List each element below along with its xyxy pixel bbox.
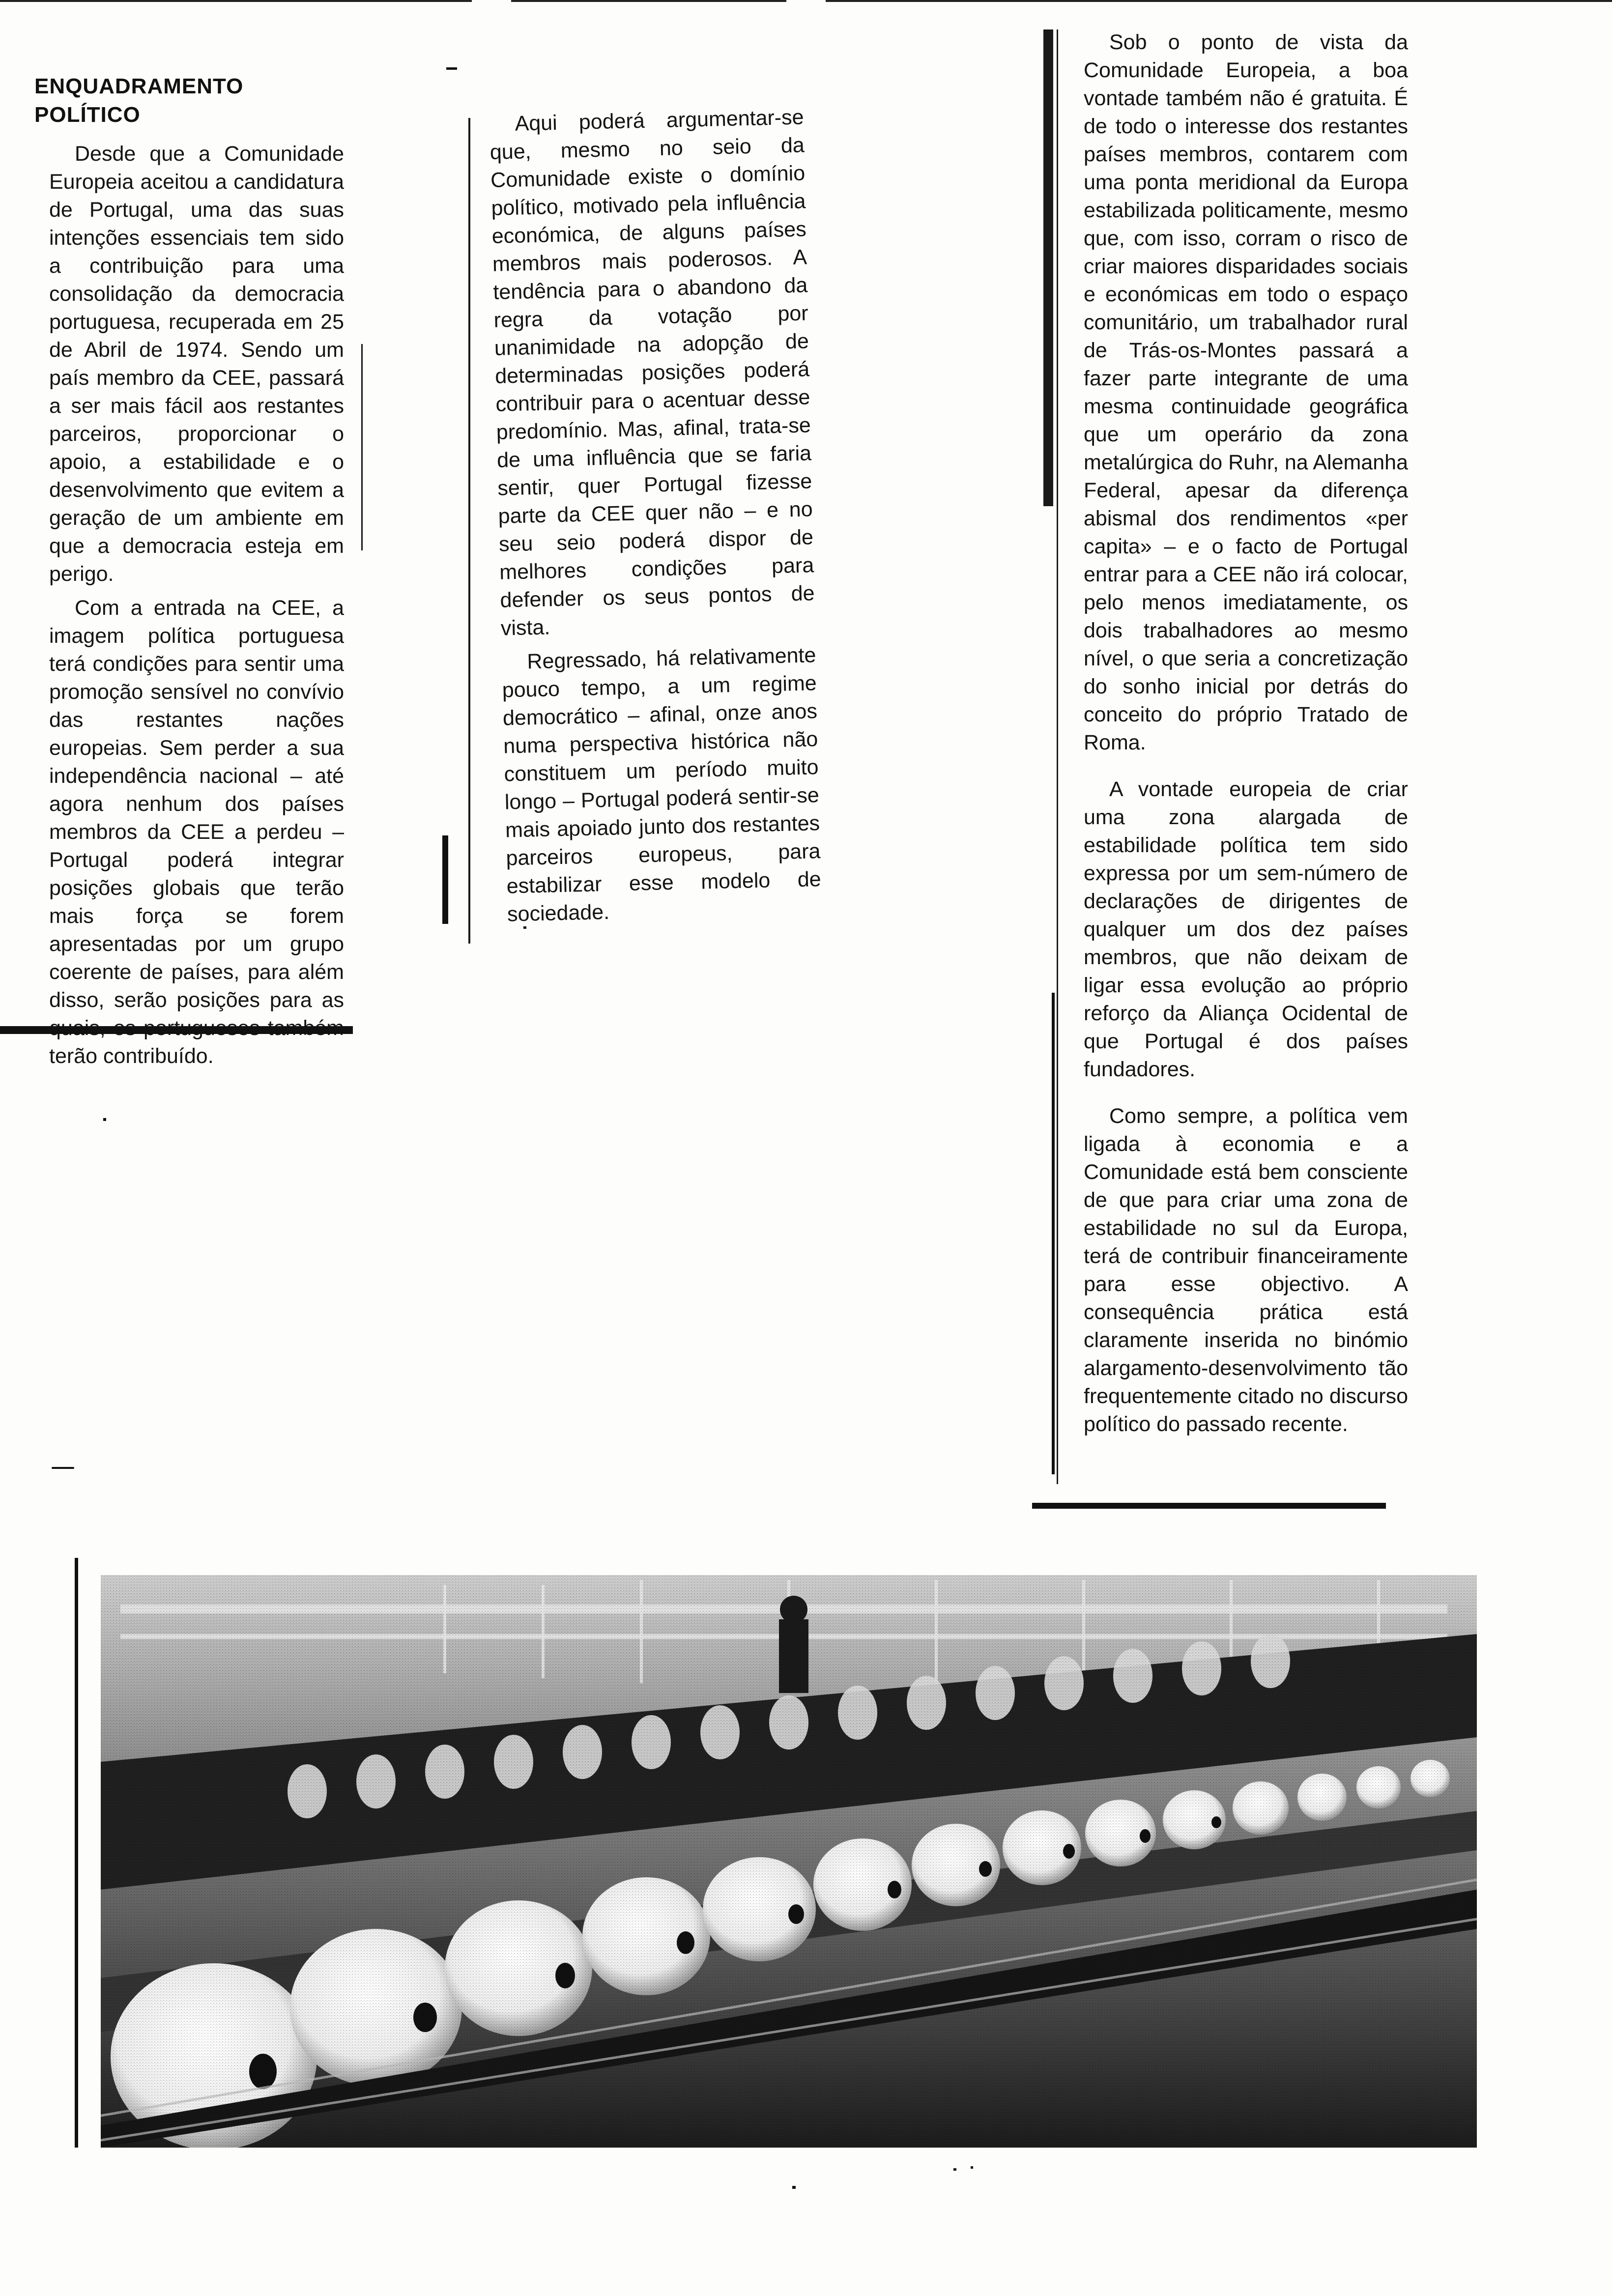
column-3-bottom-rule: [1032, 1503, 1386, 1509]
paragraph: A vontade europeia de criar uma zona alargada de estabilidade política tem sido expressa por um sem-número de declarações de dirigentes de qualquer um dos dez países membros, que não deixam de ligar essa evolução ao próprio reforço da Aliança Ocidental de que Portugal é dos países fundadores.: [1084, 777, 1408, 1081]
paragraph: Com a entrada na CEE, a imagem política portuguesa terá condições para sentir uma promoção sensível no convívio das restantes nações europeias. Sem perder a sua independência nacional – até agora nenhum dos países membros da CEE a perdeu – Portugal poderá integrar posições globais que terão mais força se forem apresentadas por um grupo coerente de países, para além disso, serão posições para as terão contribuído.: [49, 596, 344, 1068]
photo-left-rule: [75, 1558, 78, 2148]
column-1-right-rule: [361, 344, 363, 550]
speck: [103, 1118, 106, 1121]
column-3-left-rule: [1043, 29, 1053, 506]
paragraph: Como sempre, a política vem ligada à economia e a Comunidade está bem consciente de que para criar uma zona de estabilidade no sul da Europa, terá de contribuir financeiramente para esse objectivo. A consequência prática está claramente inserida no binómio alargamento-desenvolvimento tão frequentemente citado no discurso político do passado recente.: [1084, 1104, 1408, 1436]
margin-mark: [442, 835, 448, 924]
margin-curve-mark: [52, 1467, 74, 1469]
article-heading: ENQUADRAMENTO POLÍTICO: [34, 74, 244, 127]
column-1-bottom-rule: [0, 1026, 353, 1034]
photo-illustration: [101, 1575, 1477, 2148]
margin-mark: [1052, 993, 1055, 1474]
top-edge-rule-right: [826, 0, 1612, 2]
article-column-3: [1084, 29, 1408, 1438]
speck: [792, 2186, 796, 2189]
paragraph: Regressado, há relativamente pouco tempo, a um regime democrático – afinal, onze anos numa perspectiva histórica não constituem um período muito longo – Portugal poderá sentir-se mais apoiado junto dos restantes parceiros europeus, para estabilizar esse modelo de sociedade.: [502, 643, 822, 926]
article-column-1: [49, 140, 344, 1070]
speck: [971, 2166, 973, 2169]
top-edge-rule-middle: [511, 0, 786, 2]
textile-machinery-photo: [101, 1575, 1477, 2148]
column-3-left-thin-rule: [1057, 29, 1058, 1484]
dash-mark: [446, 67, 457, 70]
paragraph: Sob o ponto de vista da Comunidade Europeia, a boa vontade também não é gratuita. É de todo o interesse dos restantes países membros, contarem com uma ponta meridional da Europa estabilizada politicamente, mesmo que, com isso, corram o risco de criar maiores disparidades sociais e económicas em todo o espaço comunitário, um trabalhador rural de Trás-os-Montes passará a fazer parte integrante de uma mesma continuidade geográfica que um operário da zona metalúrgica do Ruhr, na Alemanha Federal, apesar da diferença abismal dos rendimentos «per capita» – e o facto de Portugal entrar para a CEE não irá colocar, pelo menos imediatamente, os dois trabalhadores ao mesmo nível, o que seria a concretização do sonho inicial por detrás do conceito do próprio Tratado de Roma.: [1084, 30, 1408, 754]
paragraph: Aqui poderá argumentar-se que, mesmo no seio da Comunidade existe o domínio político, motivado pela influência económica, de alguns países membros mais poderosos. A tendência para o abandono da regra da votação por unanimidade na adopção de determinadas posições poderá contribuir para o acentuar desse predomínio. Mas, afinal, trata-se de uma influência que se faria sentir, quer Portugal fizesse parte da CEE quer não – e no seu seio poderá dispor de melhores condições para defender os seus pontos de vista.: [489, 105, 815, 640]
speck: [523, 926, 526, 929]
paragraph: Desde que a Comunidade Europeia aceitou a candidatura de Portugal, uma das suas intenções essenciais tem sido a contribuição para uma consolidação da democracia portuguesa, recuperada em 25 de Abril de 1974. Sendo um país membro da CEE, passará a ser mais fácil aos restantes parceiros, proporcionar o apoio, a estabilidade e o desenvolvimento que evitem a geração de um ambiente em que a democracia esteja em perigo.: [49, 142, 344, 586]
article-column-2: [489, 103, 822, 928]
column-2-left-rule: [468, 118, 470, 944]
top-edge-rule-left: [0, 0, 472, 2]
speck: [953, 2168, 956, 2171]
